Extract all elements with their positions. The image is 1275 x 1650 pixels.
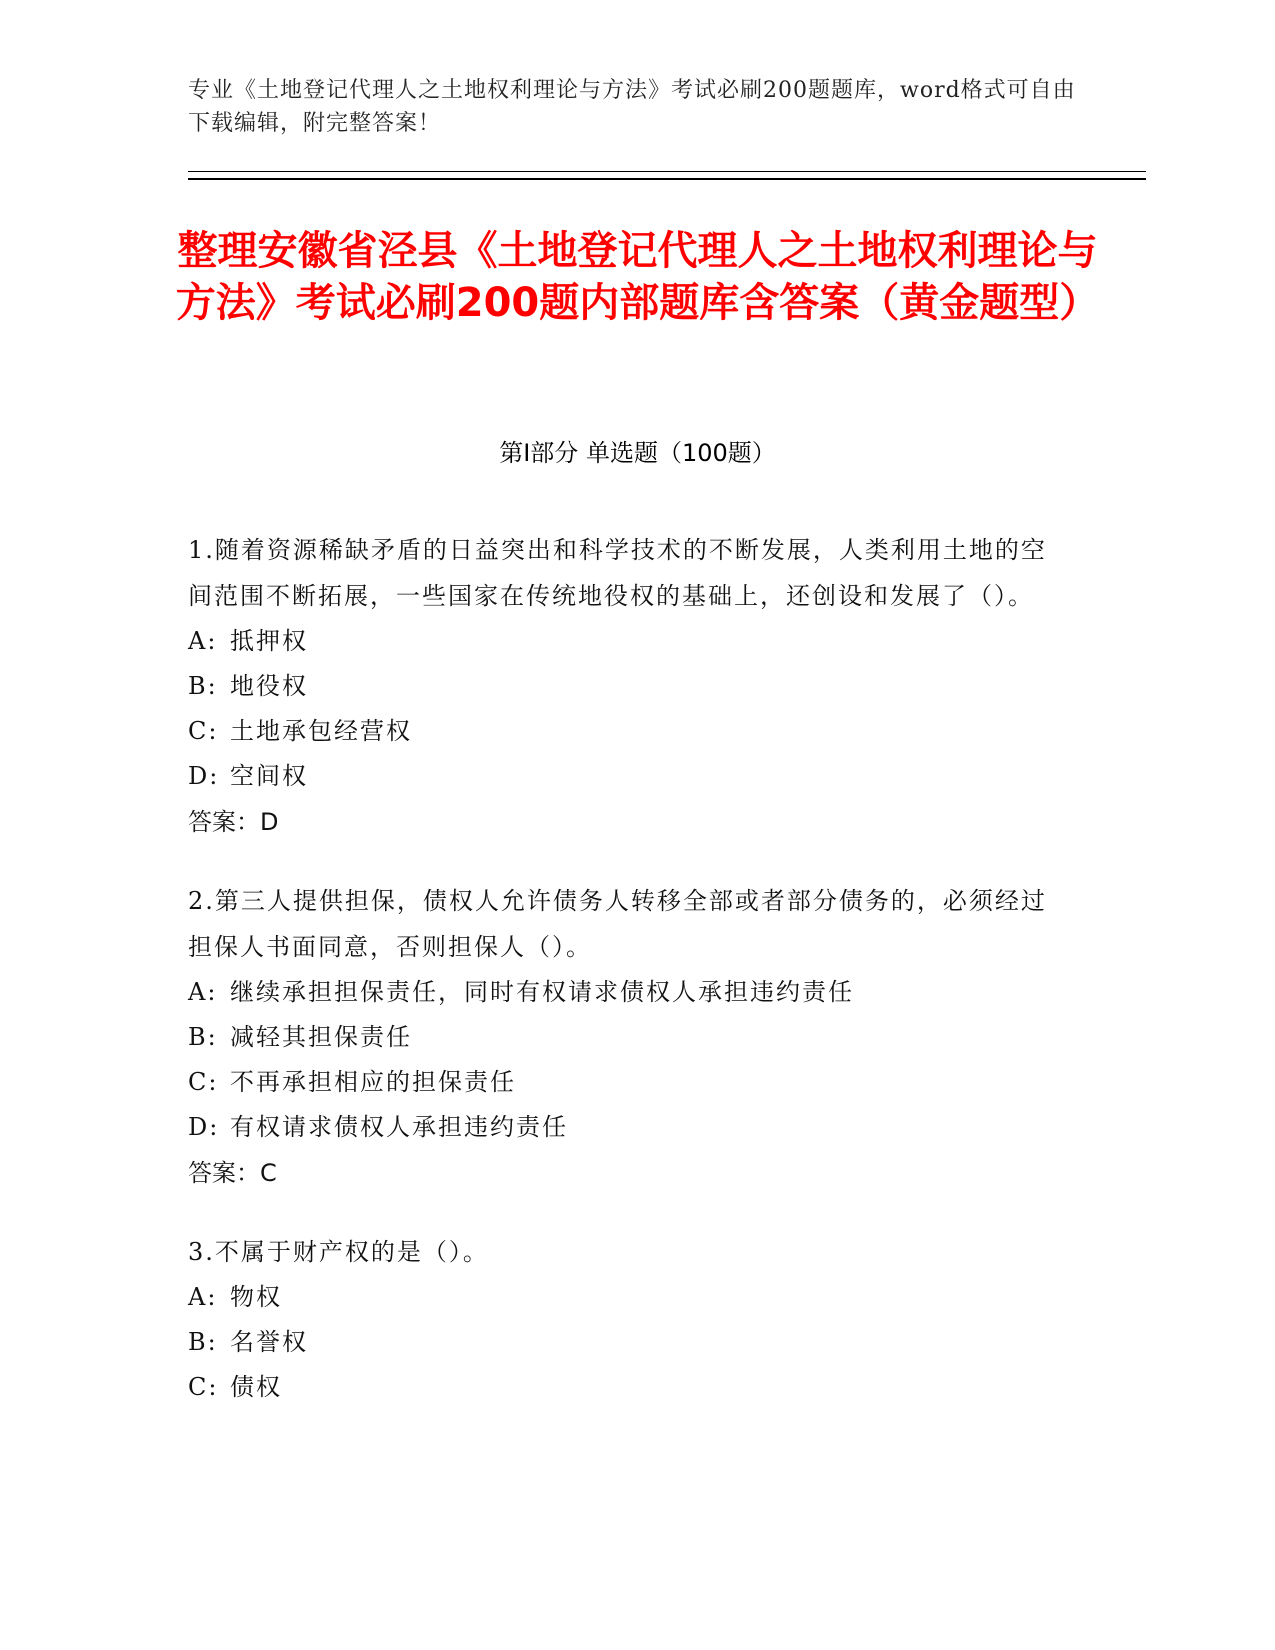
option-text: 空间权 [230,762,308,790]
option-d [188,1105,1058,1150]
option-text: 减轻其担保责任 [230,1023,412,1051]
option-b [188,1320,1058,1365]
option-letter: B: [188,672,218,700]
option-text: 名誉权 [230,1328,308,1356]
question-list [188,527,1058,1443]
question-2 [188,878,1058,1196]
answer: 答案：D [188,808,279,836]
header-rule-thick [188,178,1146,180]
option-text: 继续承担担保责任，同时有权请求债权人承担违约责任 [230,978,854,1006]
option-text: 抵押权 [230,627,308,655]
question-1 [188,527,1058,845]
option-letter: A: [188,978,218,1006]
option-b [188,664,1058,709]
option-c [188,1365,1058,1410]
header-note: 专业《土地登记代理人之土地权利理论与方法》考试必刷200题题库，word格式可自由下载编辑，附完整答案！ [188,78,1076,136]
section-title: 第Ⅰ部分 单选题（100题） [499,439,776,467]
option-a [188,970,1058,1015]
option-letter: C: [188,1373,219,1401]
question-3 [188,1229,1058,1410]
option-text: 物权 [230,1283,282,1311]
option-letter: C: [188,1068,219,1096]
option-c [188,709,1058,754]
option-letter: D: [188,1113,220,1141]
option-letter: B: [188,1328,218,1356]
question-stem: 2.第三人提供担保，债权人允许债务人转移全部或者部分债务的，必须经过担保人书面同意，否则担保人（）。 [188,887,1047,961]
option-letter: A: [188,1283,218,1311]
option-a [188,619,1058,664]
question-stem: 1.随着资源稀缺矛盾的日益突出和科学技术的不断发展，人类利用土地的空间范围不断拓展，一些国家在传统地役权的基础上，还创设和发展了（）。 [188,536,1047,610]
option-text: 地役权 [230,672,308,700]
option-letter: D: [188,762,220,790]
document-title: 整理安徽省泾县《土地登记代理人之土地权利理论与方法》考试必刷200题内部题库含答案（黄金题型） [175,228,1100,326]
option-d [188,754,1058,799]
option-text: 不再承担相应的担保责任 [230,1068,516,1096]
option-letter: C: [188,717,219,745]
option-b [188,1015,1058,1060]
answer: 答案：C [188,1159,277,1187]
option-letter: B: [188,1023,218,1051]
option-a [188,1275,1058,1320]
option-c [188,1060,1058,1105]
question-stem: 3.不属于财产权的是（）。 [188,1238,489,1266]
option-text: 有权请求债权人承担违约责任 [230,1113,568,1141]
option-text: 土地承包经营权 [230,717,412,745]
option-letter: A: [188,627,218,655]
header-rule-thin [188,171,1146,172]
option-text: 债权 [230,1373,282,1401]
